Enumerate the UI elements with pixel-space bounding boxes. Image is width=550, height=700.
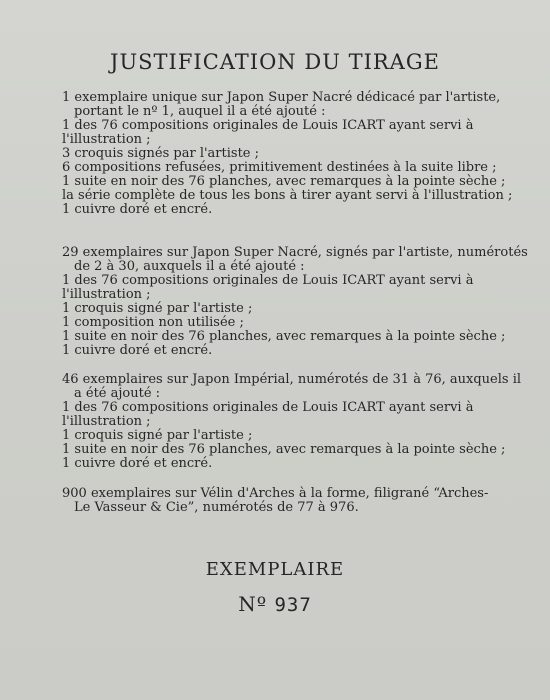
number-prefix: Nº bbox=[238, 592, 268, 616]
exemplaire-number-line bbox=[0, 592, 550, 616]
block-line: 1 cuivre doré et encré. bbox=[62, 343, 213, 358]
exemplaire-label: EXEMPLAIRE bbox=[205, 559, 345, 580]
block-line: la série complète de tous les bons à tirer ayant servi à l'illustration ; bbox=[62, 188, 513, 203]
block-line: portant le nº 1, auquel il a été ajouté : bbox=[74, 104, 326, 119]
block-line: 29 exemplaires sur Japon Super Nacré, signés par l'artiste, numérotés bbox=[62, 245, 528, 260]
block-line: 1 cuivre doré et encré. bbox=[62, 202, 213, 217]
block-line: a été ajouté : bbox=[74, 386, 161, 401]
block-line: 1 exemplaire unique sur Japon Super Nacré dédicacé par l'artiste, bbox=[62, 90, 501, 105]
block-line: 3 croquis signés par l'artiste ; bbox=[62, 146, 259, 161]
block-line: 1 suite en noir des 76 planches, avec remarques à la pointe sèche ; bbox=[62, 442, 506, 457]
block-line: 1 des 76 compositions originales de Louis ICART ayant servi à bbox=[62, 273, 474, 288]
block-line: 46 exemplaires sur Japon Impérial, numérotés de 31 à 76, auxquels il bbox=[62, 372, 522, 387]
block-line: l'illustration ; bbox=[62, 414, 151, 429]
block-line: Le Vasseur & Cie”, numérotés de 77 à 976. bbox=[74, 500, 359, 515]
block-line: 6 compositions refusées, primitivement destinées à la suite libre ; bbox=[62, 160, 497, 175]
block-line: 900 exemplaires sur Vélin d'Arches à la forme, filigrané “Arches- bbox=[62, 486, 489, 501]
exemplaire-number: 937 bbox=[274, 594, 312, 616]
edition-block-velin bbox=[62, 487, 532, 515]
page-title: JUSTIFICATION DU TIRAGE bbox=[110, 50, 440, 74]
edition-block-unique bbox=[62, 91, 532, 217]
block-line: l'illustration ; bbox=[62, 287, 151, 302]
block-line: 1 des 76 compositions originales de Louis ICART ayant servi à bbox=[62, 118, 474, 133]
block-line: l'illustration ; bbox=[62, 132, 151, 147]
block-line: 1 des 76 compositions originales de Louis ICART ayant servi à bbox=[62, 400, 474, 415]
block-line: 1 suite en noir des 76 planches, avec remarques à la pointe sèche ; bbox=[62, 174, 506, 189]
block-line: 1 composition non utilisée ; bbox=[62, 315, 244, 330]
block-line: 1 croquis signé par l'artiste ; bbox=[62, 428, 253, 443]
block-line: 1 suite en noir des 76 planches, avec remarques à la pointe sèche ; bbox=[62, 329, 506, 344]
edition-block-japon-imperial bbox=[62, 373, 532, 471]
block-line: de 2 à 30, auxquels il a été ajouté : bbox=[74, 259, 305, 274]
edition-block-super-nacre bbox=[62, 246, 532, 358]
block-line: 1 cuivre doré et encré. bbox=[62, 456, 213, 471]
block-line: 1 croquis signé par l'artiste ; bbox=[62, 301, 253, 316]
